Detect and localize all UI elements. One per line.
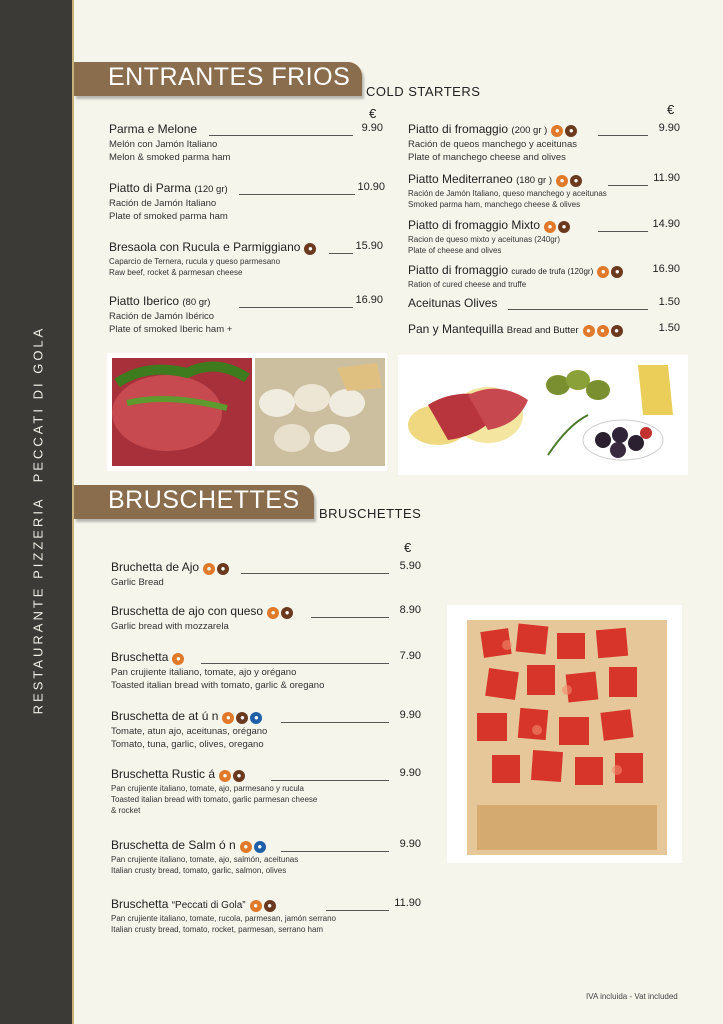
- fish-icon: ●: [250, 712, 262, 724]
- item-desc-es: Melón con Jamón Italiano: [109, 139, 218, 150]
- restaurant-name: PECCATI DI GOLA: [30, 325, 46, 483]
- item-name: Parma e Melone: [109, 122, 200, 136]
- item-name: Piatto di Parma: [109, 181, 192, 195]
- bruschettes-title: BRUSCHETTES: [108, 486, 300, 514]
- menu-item: [408, 172, 680, 210]
- item-desc-en: Melon & smoked parma ham: [109, 152, 231, 163]
- food-photo-carpaccio-cheese: [107, 353, 387, 471]
- item-desc-en: Ration of cured cheese and truffe: [408, 280, 527, 289]
- menu-item: [109, 181, 385, 223]
- menu-item: [408, 322, 680, 338]
- cheese-icon: ●: [570, 175, 582, 187]
- pepper-icon: ●: [250, 900, 262, 912]
- menu-item: [111, 650, 421, 692]
- item-name: Bresaola con Rucula e Parmiggiano: [109, 240, 301, 254]
- item-price: 10.90: [357, 181, 385, 193]
- currency-symbol: €: [404, 540, 412, 555]
- item-price: 9.90: [361, 122, 383, 134]
- item-name: Piatto di fromaggio: [408, 122, 509, 136]
- cheese-icon: ●: [264, 900, 276, 912]
- item-desc-es: Pan crujiente italiano, tomate, ajo y orégano: [111, 667, 297, 678]
- item-qty: “Peccati di Gola”: [171, 900, 246, 911]
- bruschettes-subtitle: BRUSCHETTES: [319, 506, 422, 521]
- sidebar: [0, 0, 72, 1024]
- menu-item: [109, 122, 385, 164]
- cold-starters-title: ENTRANTES FRIOS: [108, 63, 351, 91]
- item-price: 9.90: [399, 709, 421, 721]
- item-desc-en: Garlic bread with mozzarela: [111, 621, 229, 632]
- item-desc-es: Tomate, atun ajo, aceitunas, orégano: [111, 726, 268, 737]
- item-desc-en: Italian crusty bread, tomato, garlic, salmon, olives: [111, 866, 287, 875]
- cheese-icon: ●: [304, 243, 316, 255]
- item-desc-en: Plate of smoked parma ham: [109, 211, 228, 222]
- pepper-icon: ●: [583, 325, 595, 337]
- item-qty: curado de trufa (120gr): [511, 267, 594, 276]
- pepper-icon: ●: [556, 175, 568, 187]
- pepper-icon: ●: [219, 770, 231, 782]
- item-desc-en: Raw beef, rocket & parmesan cheese: [109, 268, 243, 277]
- item-name: Bruschetta Rustic á: [111, 767, 216, 781]
- restaurant-type: RESTAURANTE PIZZERIA: [30, 496, 46, 715]
- item-price: 8.90: [399, 604, 421, 616]
- menu-item: [111, 560, 421, 589]
- item-price: 16.90: [652, 263, 680, 275]
- item-desc-es: Ración de Jamón Italiano: [109, 198, 217, 209]
- item-price: 5.90: [399, 560, 421, 572]
- menu-item: [408, 218, 680, 256]
- menu-item: [111, 767, 421, 816]
- item-desc-en: Garlic Bread: [111, 577, 164, 588]
- pepper-icon: ●: [203, 563, 215, 575]
- pepper-icon: ●: [551, 125, 563, 137]
- item-name: Piatto Mediterraneo: [408, 172, 513, 186]
- pepper-icon: ●: [597, 266, 609, 278]
- item-desc-es: Caparcio de Ternera, rucula y queso parmesano: [109, 257, 281, 266]
- cheese-icon: ●: [611, 266, 623, 278]
- item-desc-en: Toasted italian bread with tomato, garlic & oregano: [111, 680, 325, 691]
- pepper-icon: ●: [172, 653, 184, 665]
- item-price: 9.90: [399, 838, 421, 850]
- menu-item: [111, 897, 421, 935]
- cold-starters-header: [74, 62, 362, 96]
- pepper-icon: ●: [267, 607, 279, 619]
- food-photo-bruschetta: [447, 605, 682, 863]
- item-desc-es: Racion de queso mixto y aceitunas (240gr): [408, 235, 561, 244]
- item-name: Piatto Iberico: [109, 294, 180, 308]
- vat-notice: IVA incluida - Vat included: [586, 992, 678, 1001]
- item-name: Piatto di fromaggio: [408, 263, 509, 277]
- pepper-icon: ●: [240, 841, 252, 853]
- item-price: 7.90: [399, 650, 421, 662]
- item-desc-en: Italian crusty bread, tomato, rocket, parmesan, serrano ham: [111, 925, 324, 934]
- item-price: 11.90: [653, 172, 680, 184]
- item-desc-es: Ración de Jamón Italiano, queso manchego y aceitunas: [408, 189, 607, 198]
- item-qty: (120 gr): [194, 184, 228, 195]
- cheese-icon: ●: [281, 607, 293, 619]
- item-desc-es: Ración de Jamón Ibérico: [109, 311, 215, 322]
- menu-item: [408, 296, 680, 312]
- menu-item: [111, 709, 421, 751]
- bruschettes-header: [74, 485, 314, 519]
- item-name: Bruschetta de at ú n: [111, 709, 219, 723]
- item-desc-en: Plate of cheese and olives: [408, 246, 502, 255]
- item-qty: (80 gr): [182, 297, 211, 308]
- item-name: Bruschetta de ajo con queso: [111, 604, 264, 618]
- item-price: 11.90: [394, 897, 421, 909]
- food-photo-ham-olives: [398, 355, 688, 475]
- cold-starters-subtitle: COLD STARTERS: [366, 84, 481, 99]
- menu-item: [408, 122, 680, 164]
- pepper-icon: ●: [544, 221, 556, 233]
- menu-item: [109, 294, 385, 336]
- menu-item: [408, 263, 680, 290]
- item-price: 14.90: [652, 218, 680, 230]
- item-price: 1.50: [658, 322, 680, 334]
- pepper-icon: ●: [597, 325, 609, 337]
- cheese-icon: ●: [217, 563, 229, 575]
- item-qty: (180 gr ): [516, 175, 552, 186]
- item-name: Aceitunas Olives: [408, 296, 500, 310]
- item-price: 9.90: [399, 767, 421, 779]
- menu-item: [109, 240, 385, 278]
- item-desc-es: Pan crujiente italiano, tomate, rucola, parmesan, jamón serrano: [111, 914, 337, 923]
- item-desc-es: Pan crujiente italiano, tomate, ajo, salmón, aceitunas: [111, 855, 299, 864]
- cheese-icon: ●: [558, 221, 570, 233]
- item-qty: (200 gr ): [511, 125, 548, 136]
- item-desc-en: Plate of smoked Iberic ham +: [109, 324, 233, 335]
- menu-item: [111, 604, 421, 633]
- sidebar-title: [31, 326, 46, 715]
- item-name: Bruschetta: [111, 650, 169, 664]
- menu-item: [111, 838, 421, 876]
- item-desc-es: Pan crujiente italiano, tomate, ajo, parmesano y rucula: [111, 784, 304, 793]
- item-name: Pan y Mantequilla: [408, 322, 504, 336]
- cheese-icon: ●: [233, 770, 245, 782]
- item-desc-en: Plate of manchego cheese and olives: [408, 152, 566, 163]
- item-name: Piatto di fromaggio Mixto: [408, 218, 541, 232]
- item-price: 1.50: [658, 296, 680, 308]
- item-name: Bruschetta: [111, 897, 169, 911]
- item-price: 15.90: [355, 240, 383, 252]
- cheese-icon: ●: [565, 125, 577, 137]
- cheese-icon: ●: [236, 712, 248, 724]
- item-desc-en-cont: & rocket: [111, 806, 141, 815]
- item-name: Bruschetta de Salm ó n: [111, 838, 236, 852]
- item-qty: Bread and Butter: [506, 325, 579, 336]
- pepper-icon: ●: [222, 712, 234, 724]
- item-desc-en: Toasted italian bread with tomato, garlic parmesan cheese: [111, 795, 318, 804]
- item-desc-en: Tomato, tuna, garlic, olives, oregano: [111, 739, 264, 750]
- fish-icon: ●: [254, 841, 266, 853]
- currency-symbol: €: [667, 102, 675, 117]
- item-price: 16.90: [355, 294, 383, 306]
- item-name: Bruchetta de Ajo: [111, 560, 200, 574]
- item-desc-en: Smoked parma ham, manchego cheese & olives: [408, 200, 581, 209]
- item-price: 9.90: [658, 122, 680, 134]
- currency-symbol: €: [369, 106, 377, 121]
- item-desc-es: Ración de queos manchego y aceitunas: [408, 139, 578, 150]
- cheese-icon: ●: [611, 325, 623, 337]
